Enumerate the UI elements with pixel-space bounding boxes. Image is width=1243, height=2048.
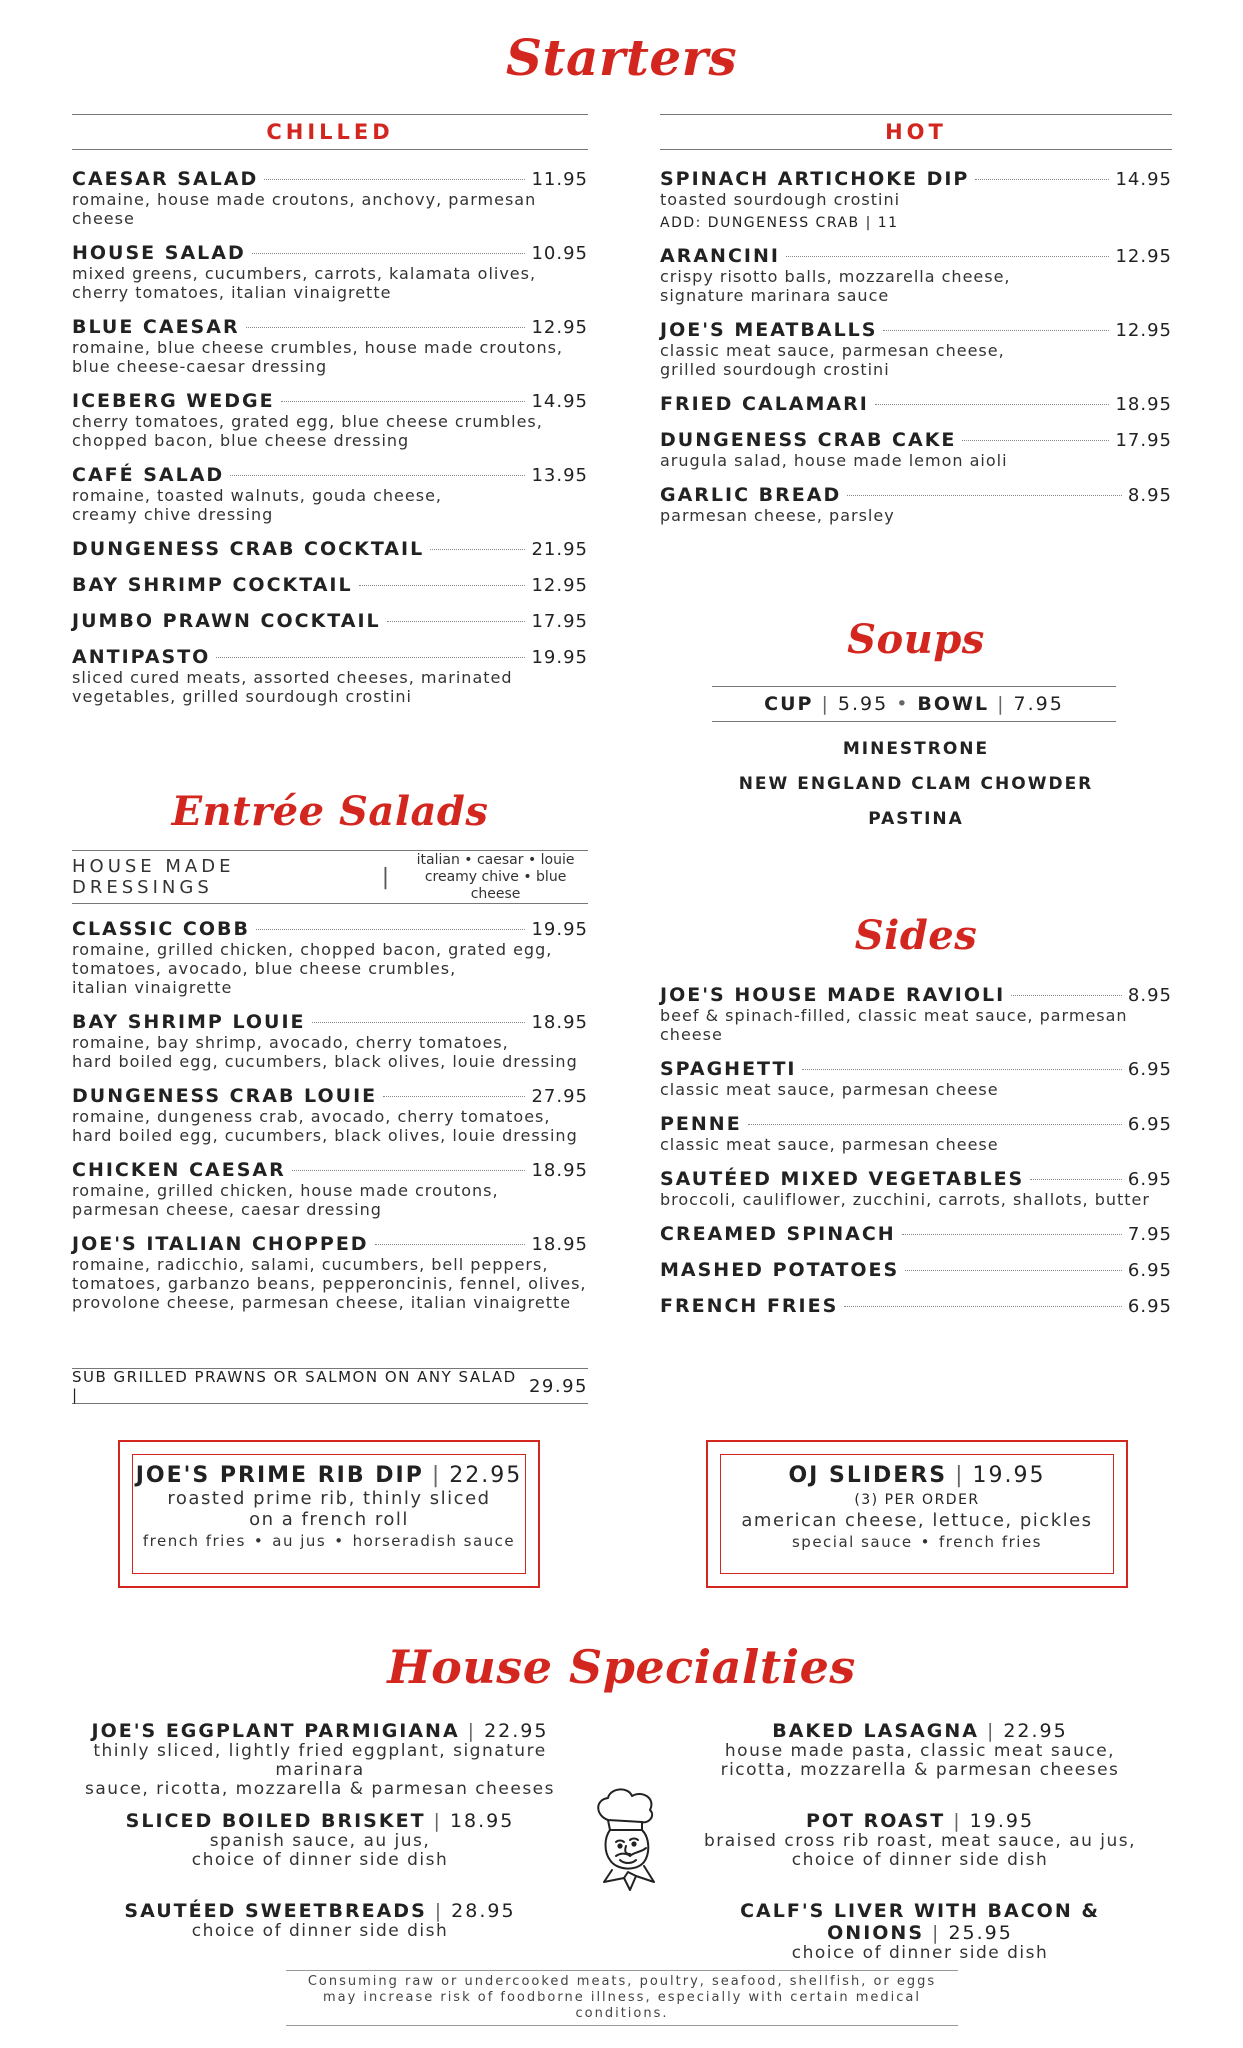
item-name: SPINACH ARTICHOKE DIP bbox=[660, 168, 970, 190]
divider: | bbox=[431, 1463, 442, 1488]
item-name: CAESAR SALAD bbox=[72, 168, 259, 190]
leader-dots bbox=[292, 1170, 526, 1171]
sides-section bbox=[660, 984, 1172, 1331]
specialty-item bbox=[660, 1720, 1180, 1780]
item-price: 19.95 bbox=[531, 647, 588, 668]
leader-dots bbox=[359, 585, 526, 586]
bullet-icon: • bbox=[896, 693, 910, 715]
feature-extra: horseradish sauce bbox=[352, 1532, 516, 1550]
chilled-section bbox=[72, 114, 588, 720]
menu-item bbox=[72, 538, 588, 560]
specialty-item bbox=[60, 1720, 580, 1799]
cup-label: CUP bbox=[764, 693, 814, 715]
specialty-desc: choice of dinner side dish bbox=[191, 1921, 449, 1941]
item-name: BAY SHRIMP LOUIE bbox=[72, 1011, 306, 1033]
menu-item bbox=[72, 1085, 588, 1145]
item-desc: classic meat sauce, parmesan cheese bbox=[660, 1135, 999, 1154]
leader-dots bbox=[802, 1069, 1121, 1070]
item-price: 17.95 bbox=[1115, 430, 1172, 451]
item-price: 14.95 bbox=[531, 391, 588, 412]
item-price: 17.95 bbox=[531, 611, 588, 632]
menu-item bbox=[72, 610, 588, 632]
divider: | bbox=[467, 1720, 477, 1742]
divider: | bbox=[381, 864, 390, 890]
menu-item bbox=[72, 1159, 588, 1219]
specialty-price: 25.95 bbox=[948, 1922, 1013, 1944]
leader-dots bbox=[748, 1124, 1122, 1125]
item-name: FRENCH FRIES bbox=[660, 1295, 839, 1317]
leader-dots bbox=[387, 621, 526, 622]
item-price: 18.95 bbox=[531, 1234, 588, 1255]
item-name: CREAMED SPINACH bbox=[660, 1223, 896, 1245]
feature-price: 19.95 bbox=[972, 1463, 1046, 1488]
menu-item bbox=[72, 242, 588, 302]
specialty-name: CALF'S LIVER WITH BACON & ONIONS bbox=[740, 1900, 1100, 1944]
menu-item bbox=[660, 1259, 1172, 1281]
menu-item bbox=[72, 918, 588, 997]
menu-item bbox=[72, 464, 588, 524]
feature-title bbox=[721, 1463, 1113, 1488]
item-name: JOE'S ITALIAN CHOPPED bbox=[72, 1233, 369, 1255]
bullet-icon: • bbox=[920, 1533, 931, 1551]
item-price: 8.95 bbox=[1127, 985, 1172, 1006]
entree-items bbox=[72, 900, 588, 1312]
specialty-price: 18.95 bbox=[449, 1810, 515, 1832]
leader-dots bbox=[281, 401, 526, 402]
feature-name: OJ SLIDERS bbox=[788, 1463, 948, 1488]
menu-item bbox=[660, 1113, 1172, 1154]
menu-item bbox=[660, 429, 1172, 470]
dressings-label: HOUSE MADE DRESSINGS bbox=[72, 856, 235, 898]
chilled-heading: CHILLED bbox=[72, 114, 588, 150]
item-name: CHICKEN CAESAR bbox=[72, 1159, 286, 1181]
item-desc: crispy risotto balls, mozzarella cheese, signature marinara sauce bbox=[660, 267, 1011, 305]
item-desc: romaine, blue cheese crumbles, house made croutons, blue cheese-caesar dressing bbox=[72, 338, 564, 376]
leader-dots bbox=[975, 179, 1109, 180]
feature-extra: french fries bbox=[938, 1533, 1042, 1551]
divider: | bbox=[953, 1810, 962, 1832]
specialty-desc: braised cross rib roast, meat sauce, au jus, choice of dinner side dish bbox=[703, 1831, 1137, 1870]
item-price: 7.95 bbox=[1127, 1224, 1172, 1245]
prime-rib-box bbox=[118, 1440, 540, 1588]
sliders-box bbox=[706, 1440, 1128, 1588]
item-name: HOUSE SALAD bbox=[72, 242, 246, 264]
menu-item bbox=[660, 393, 1172, 415]
divider: | bbox=[955, 1463, 965, 1488]
item-price: 18.95 bbox=[531, 1012, 588, 1033]
item-price: 18.95 bbox=[531, 1160, 588, 1181]
item-price: 21.95 bbox=[531, 539, 588, 560]
item-desc: sliced cured meats, assorted cheeses, marinated vegetables, grilled sourdough crostini bbox=[72, 668, 513, 706]
item-name: JOE'S HOUSE MADE RAVIOLI bbox=[660, 984, 1006, 1006]
leader-dots bbox=[1011, 995, 1122, 996]
item-price: 6.95 bbox=[1127, 1296, 1172, 1317]
item-name: ICEBERG WEDGE bbox=[72, 390, 275, 412]
feature-extra: au jus bbox=[272, 1532, 327, 1550]
specialty-price: 19.95 bbox=[969, 1810, 1035, 1832]
specialty-item bbox=[60, 1900, 580, 1941]
leader-dots bbox=[230, 475, 525, 476]
specialty-name: BAKED LASAGNA bbox=[772, 1720, 979, 1742]
leader-dots bbox=[847, 495, 1122, 496]
item-price: 27.95 bbox=[531, 1086, 588, 1107]
item-name: BAY SHRIMP COCKTAIL bbox=[72, 574, 353, 596]
menu-item bbox=[660, 168, 1172, 231]
sliders-box-inner bbox=[720, 1454, 1114, 1574]
item-price: 10.95 bbox=[531, 243, 588, 264]
item-desc: romaine, grilled chicken, chopped bacon, grated egg, tomatoes, avocado, blue cheese crumbles, italian vinaigrette bbox=[72, 940, 553, 997]
leader-dots bbox=[902, 1234, 1122, 1235]
divider: | bbox=[932, 1922, 941, 1944]
feature-desc: on a french roll bbox=[249, 1509, 409, 1530]
menu-item bbox=[72, 316, 588, 376]
leader-dots bbox=[430, 549, 525, 550]
menu-item bbox=[72, 390, 588, 450]
menu-item bbox=[660, 484, 1172, 525]
menu-item bbox=[660, 245, 1172, 305]
item-name: PENNE bbox=[660, 1113, 742, 1135]
item-name: GARLIC BREAD bbox=[660, 484, 842, 506]
feature-title bbox=[133, 1463, 525, 1488]
feature-extra: special sauce bbox=[791, 1533, 913, 1551]
specialty-desc: choice of dinner side dish bbox=[791, 1943, 1049, 1963]
item-price: 11.95 bbox=[531, 169, 588, 190]
item-price: 8.95 bbox=[1127, 485, 1172, 506]
item-desc: cherry tomatoes, grated egg, blue cheese crumbles, chopped bacon, blue cheese dressing bbox=[72, 412, 543, 450]
leader-dots bbox=[383, 1096, 525, 1097]
soups-price-bar bbox=[712, 686, 1116, 722]
menu-item bbox=[72, 1011, 588, 1071]
divider: | bbox=[434, 1900, 444, 1922]
specialty-price: 22.95 bbox=[484, 1720, 549, 1742]
chilled-items bbox=[72, 150, 588, 706]
menu-item bbox=[72, 1233, 588, 1312]
item-desc: broccoli, cauliflower, zucchini, carrots, shallots, butter bbox=[660, 1190, 1150, 1209]
menu-item bbox=[72, 168, 588, 228]
leader-dots bbox=[246, 327, 526, 328]
menu-item bbox=[660, 1168, 1172, 1209]
disclaimer: Consuming raw or undercooked meats, poultry, seafood, shellfish, or eggs may increase risk of foodborne illness, especially with certain medical conditions. bbox=[286, 1970, 958, 2026]
specialty-name: SLICED BOILED BRISKET bbox=[125, 1810, 426, 1832]
specialty-name: SAUTÉED SWEETBREADS bbox=[124, 1900, 427, 1922]
item-desc: mixed greens, cucumbers, carrots, kalamata olives, cherry tomatoes, italian vinaigrette bbox=[72, 264, 537, 302]
leader-dots bbox=[883, 330, 1109, 331]
item-desc: romaine, house made croutons, anchovy, parmesan cheese bbox=[72, 190, 537, 228]
divider: | bbox=[986, 1720, 996, 1742]
specialty-price: 22.95 bbox=[1003, 1720, 1068, 1742]
item-desc: classic meat sauce, parmesan cheese bbox=[660, 1080, 999, 1099]
item-name: CAFÉ SALAD bbox=[72, 464, 225, 486]
item-price: 18.95 bbox=[1115, 394, 1172, 415]
item-price: 6.95 bbox=[1127, 1114, 1172, 1135]
item-name: DUNGENESS CRAB LOUIE bbox=[72, 1085, 378, 1107]
sub-note-price: 29.95 bbox=[528, 1375, 588, 1397]
menu-item bbox=[660, 1295, 1172, 1317]
sub-note-text: SUB GRILLED PRAWNS OR SALMON ON ANY SALAD | bbox=[72, 1368, 517, 1404]
item-desc: romaine, grilled chicken, house made croutons, parmesan cheese, caesar dressing bbox=[72, 1181, 499, 1219]
leader-dots bbox=[905, 1270, 1122, 1271]
leader-dots bbox=[962, 440, 1109, 441]
bullet-icon: • bbox=[334, 1532, 345, 1550]
soups-list bbox=[660, 732, 1172, 837]
specialty-name: POT ROAST bbox=[805, 1810, 946, 1832]
entree-salads-section bbox=[72, 900, 588, 1326]
item-desc: romaine, dungeness crab, avocado, cherry tomatoes, hard boiled egg, cucumbers, black olives, louie dressing bbox=[72, 1107, 578, 1145]
item-name: BLUE CAESAR bbox=[72, 316, 240, 338]
item-price: 6.95 bbox=[1127, 1059, 1172, 1080]
item-desc: classic meat sauce, parmesan cheese, grilled sourdough crostini bbox=[660, 341, 1005, 379]
item-name: DUNGENESS CRAB COCKTAIL bbox=[72, 538, 425, 560]
specialty-desc: thinly sliced, lightly fried eggplant, signature marinara sauce, ricotta, mozzarella & parmesan cheeses bbox=[85, 1741, 555, 1799]
dressings-line: italian • caesar • louie bbox=[416, 851, 575, 868]
leader-dots bbox=[844, 1306, 1122, 1307]
item-desc: arugula salad, house made lemon aioli bbox=[660, 451, 1008, 470]
specialty-desc: house made pasta, classic meat sauce, ricotta, mozzarella & parmesan cheeses bbox=[720, 1741, 1120, 1780]
item-desc: romaine, toasted walnuts, gouda cheese, creamy chive dressing bbox=[72, 486, 442, 524]
leader-dots bbox=[875, 404, 1110, 405]
specialty-item bbox=[660, 1810, 1180, 1870]
item-price: 13.95 bbox=[531, 465, 588, 486]
item-price: 12.95 bbox=[531, 317, 588, 338]
bowl-price: 7.95 bbox=[1013, 693, 1064, 715]
add-on-note: ADD: DUNGENESS CRAB | 11 bbox=[660, 215, 899, 231]
item-name: JOE'S MEATBALLS bbox=[660, 319, 878, 341]
item-price: 12.95 bbox=[1115, 246, 1172, 267]
menu-item bbox=[72, 646, 588, 706]
feature-desc: roasted prime rib, thinly sliced bbox=[167, 1488, 491, 1509]
menu-item bbox=[660, 1223, 1172, 1245]
dressings-bar bbox=[72, 850, 588, 904]
hot-heading: HOT bbox=[660, 114, 1172, 150]
item-name: MASHED POTATOES bbox=[660, 1259, 900, 1281]
prime-rib-box-inner bbox=[132, 1454, 526, 1574]
hot-items bbox=[660, 150, 1172, 525]
sub-note bbox=[72, 1368, 588, 1404]
item-name: DUNGENESS CRAB CAKE bbox=[660, 429, 957, 451]
bowl-label: BOWL bbox=[917, 693, 990, 715]
bullet-icon: • bbox=[253, 1532, 265, 1550]
item-name: CLASSIC COBB bbox=[72, 918, 250, 940]
feature-extras bbox=[133, 1532, 525, 1550]
leader-dots bbox=[786, 256, 1110, 257]
feature-desc: american cheese, lettuce, pickles bbox=[741, 1510, 1093, 1531]
leader-dots bbox=[216, 657, 525, 658]
item-price: 19.95 bbox=[531, 919, 588, 940]
soup-item: MINESTRONE bbox=[842, 739, 990, 759]
divider: | bbox=[821, 693, 830, 715]
specialty-item bbox=[60, 1810, 580, 1870]
soup-item: NEW ENGLAND CLAM CHOWDER bbox=[738, 774, 1094, 794]
soups-title: Soups bbox=[847, 616, 985, 663]
per-order: (3) PER ORDER bbox=[854, 1492, 980, 1508]
menu-item bbox=[72, 574, 588, 596]
hot-section bbox=[660, 114, 1172, 539]
item-name: JUMBO PRAWN COCKTAIL bbox=[72, 610, 381, 632]
leader-dots bbox=[256, 929, 526, 930]
leader-dots bbox=[264, 179, 525, 180]
feature-price: 22.95 bbox=[449, 1463, 523, 1488]
item-name: ANTIPASTO bbox=[72, 646, 211, 668]
house-specialties-title: House Specialties bbox=[387, 1640, 856, 1694]
entree-salads-title: Entrée Salads bbox=[171, 788, 489, 835]
item-price: 14.95 bbox=[1115, 169, 1172, 190]
divider: | bbox=[997, 693, 1006, 715]
specialty-name: JOE'S EGGPLANT PARMIGIANA bbox=[91, 1720, 460, 1742]
item-name: SPAGHETTI bbox=[660, 1058, 797, 1080]
item-desc: parmesan cheese, parsley bbox=[660, 506, 895, 525]
soup-item: PASTINA bbox=[868, 809, 964, 829]
leader-dots bbox=[252, 253, 526, 254]
feature-extra: french fries bbox=[142, 1532, 246, 1550]
specialty-desc: spanish sauce, au jus, choice of dinner side dish bbox=[191, 1831, 449, 1870]
leader-dots bbox=[375, 1244, 526, 1245]
item-price: 6.95 bbox=[1127, 1169, 1172, 1190]
item-price: 12.95 bbox=[531, 575, 588, 596]
item-price: 12.95 bbox=[1115, 320, 1172, 341]
dressings-list bbox=[403, 852, 588, 903]
feature-name: JOE'S PRIME RIB DIP bbox=[135, 1463, 424, 1488]
item-name: ARANCINI bbox=[660, 245, 780, 267]
leader-dots bbox=[312, 1022, 526, 1023]
menu-item bbox=[660, 1058, 1172, 1099]
item-desc: toasted sourdough crostini bbox=[660, 190, 901, 209]
item-name: FRIED CALAMARI bbox=[660, 393, 869, 415]
item-price: 6.95 bbox=[1127, 1260, 1172, 1281]
menu-item bbox=[660, 984, 1172, 1044]
specialty-item bbox=[660, 1900, 1180, 1963]
item-desc: romaine, bay shrimp, avocado, cherry tomatoes, hard boiled egg, cucumbers, black olives, louie dressing bbox=[72, 1033, 578, 1071]
item-desc: beef & spinach-filled, classic meat sauce, parmesan cheese bbox=[660, 1006, 1128, 1044]
sides-title: Sides bbox=[854, 912, 978, 959]
chef-illustration-icon bbox=[578, 1786, 674, 1898]
starters-title: Starters bbox=[505, 28, 738, 87]
divider: | bbox=[433, 1810, 442, 1832]
item-name: SAUTÉED MIXED VEGETABLES bbox=[660, 1168, 1025, 1190]
item-desc: romaine, radicchio, salami, cucumbers, bell peppers, tomatoes, garbanzo beans, pepperoncinis, fennel, olives, provolone cheese, parmesan cheese, italian vinaigrette bbox=[72, 1255, 587, 1312]
leader-dots bbox=[1030, 1179, 1122, 1180]
menu-item bbox=[660, 319, 1172, 379]
cup-price: 5.95 bbox=[837, 693, 889, 715]
feature-extras bbox=[721, 1533, 1113, 1551]
specialty-price: 28.95 bbox=[451, 1900, 516, 1922]
dressings-line: creamy chive • blue cheese bbox=[424, 868, 567, 902]
